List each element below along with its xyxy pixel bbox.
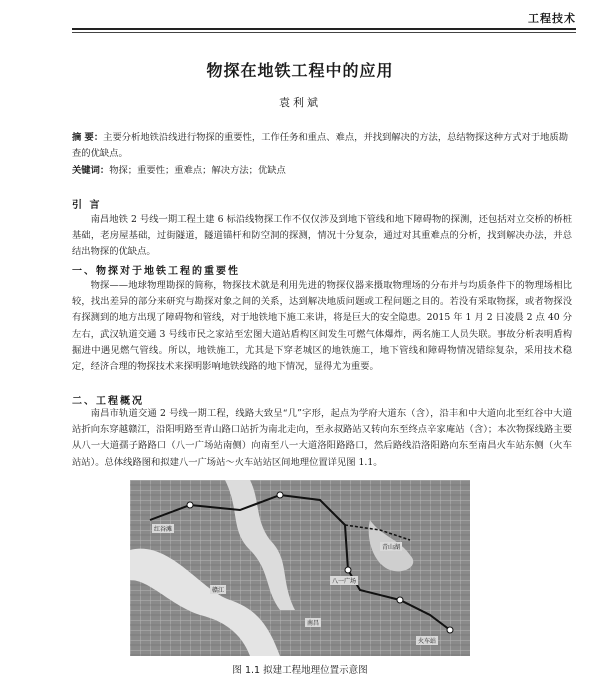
paragraph: 南昌市轨道交通 2 号线一期工程，线路大致呈“几”字形，起点为学府大道东（含），沿丰和中大道向北至红谷中大道站折向东穿越赣江，沿阳明路至青山路口站折为南北走向，至永叔路站又转向东至终点辛家庵站（含）；本次物探线路主要从八一大道孺子路路口（八一广场站南侧）向南至八一大道洛阳路路口，然后路线沿洛阳路向东至南昌火车站东侧（火车站站）。总体线路图和拟建八一广场站～火车站站区间地理位置详见图 1.1。	[72, 408, 572, 468]
section-paragraph-intro	[72, 212, 572, 261]
header-rule-thin	[72, 32, 576, 33]
figure-caption: 图 1.1 拟建工程地理位置示意图	[232, 665, 368, 676]
keywords	[72, 163, 572, 179]
abstract-label: 摘 要：	[72, 132, 104, 143]
section-heading-intro: 引 言	[72, 200, 102, 211]
article-author: 袁利斌	[279, 96, 321, 109]
paragraph: 南昌地铁 2 号线一期工程土建 6 标沿线物探工作不仅仅涉及到地下管线和地下障碍物的探测，还包括对立交桥的桥桩基础，老房屋基础，过街隧道，隧道锚杆和防空洞的探测，情况十分复杂，通过对其重难点的分析，找到解决办法，并总结出物探的优缺点。	[72, 214, 572, 258]
keywords-text: 物探；重要性；重难点；解决方法；优缺点	[109, 165, 286, 176]
abstract-text: 主要分析地铁沿线进行物探的重要性，工作任务和重点、难点，并找到解决的方法，总结物探这种方式对于地质勘查的优缺点。	[72, 132, 568, 160]
map-graphic	[130, 480, 470, 656]
section-paragraph-overview	[72, 406, 572, 471]
location-map-figure	[130, 480, 470, 656]
map-label: 八一广场	[332, 578, 357, 585]
abstract	[72, 130, 572, 162]
section-header-label: 工程技术	[528, 12, 576, 25]
map-label: 南昌	[307, 620, 320, 627]
article-title: 物探在地铁工程中的应用	[206, 61, 394, 80]
map-label: 火车站	[418, 638, 437, 645]
paragraph: 物探——地球物理勘探的简称，物探技术就是利用先进的物探仪器来摄取物理场的分布并与均质条件下的物理场相比较，找出差异的部分来研究与勘探对象之间的关系，达到解决地质问题或工程问题之目的。若没有采取物探，或者物探没有探测到的地方出现了障碍物和管线，对于地铁地下施工来讲，将是巨大的安全隐患。2015 年 1 月 2 日凌晨 2 点 40 分左右，武汉轨道交通 3 号线市民之家站至宏图大道站盾构区间发生可燃气体爆炸，两名施工人员失联。事故分析表明盾构掘进中遇见燃气管线。所以，地铁施工，尤其是下穿老城区的地铁施工，地下管线和障碍物情况错综复杂，采用技术稳定，经济合理的物探技术来探明影响地铁线路的地下情况，显得尤为重要。	[72, 280, 572, 373]
map-label: 红谷滩	[154, 526, 173, 533]
section-heading-importance: 一、物探对于地铁工程的重要性	[72, 266, 240, 277]
map-label: 青山湖	[382, 544, 401, 551]
map-label: 赣江	[212, 587, 225, 594]
keywords-label: 关键词：	[72, 165, 110, 176]
section-paragraph-importance	[72, 278, 572, 375]
header-rule	[72, 28, 576, 30]
section-heading-overview: 二、工程概况	[72, 396, 144, 407]
